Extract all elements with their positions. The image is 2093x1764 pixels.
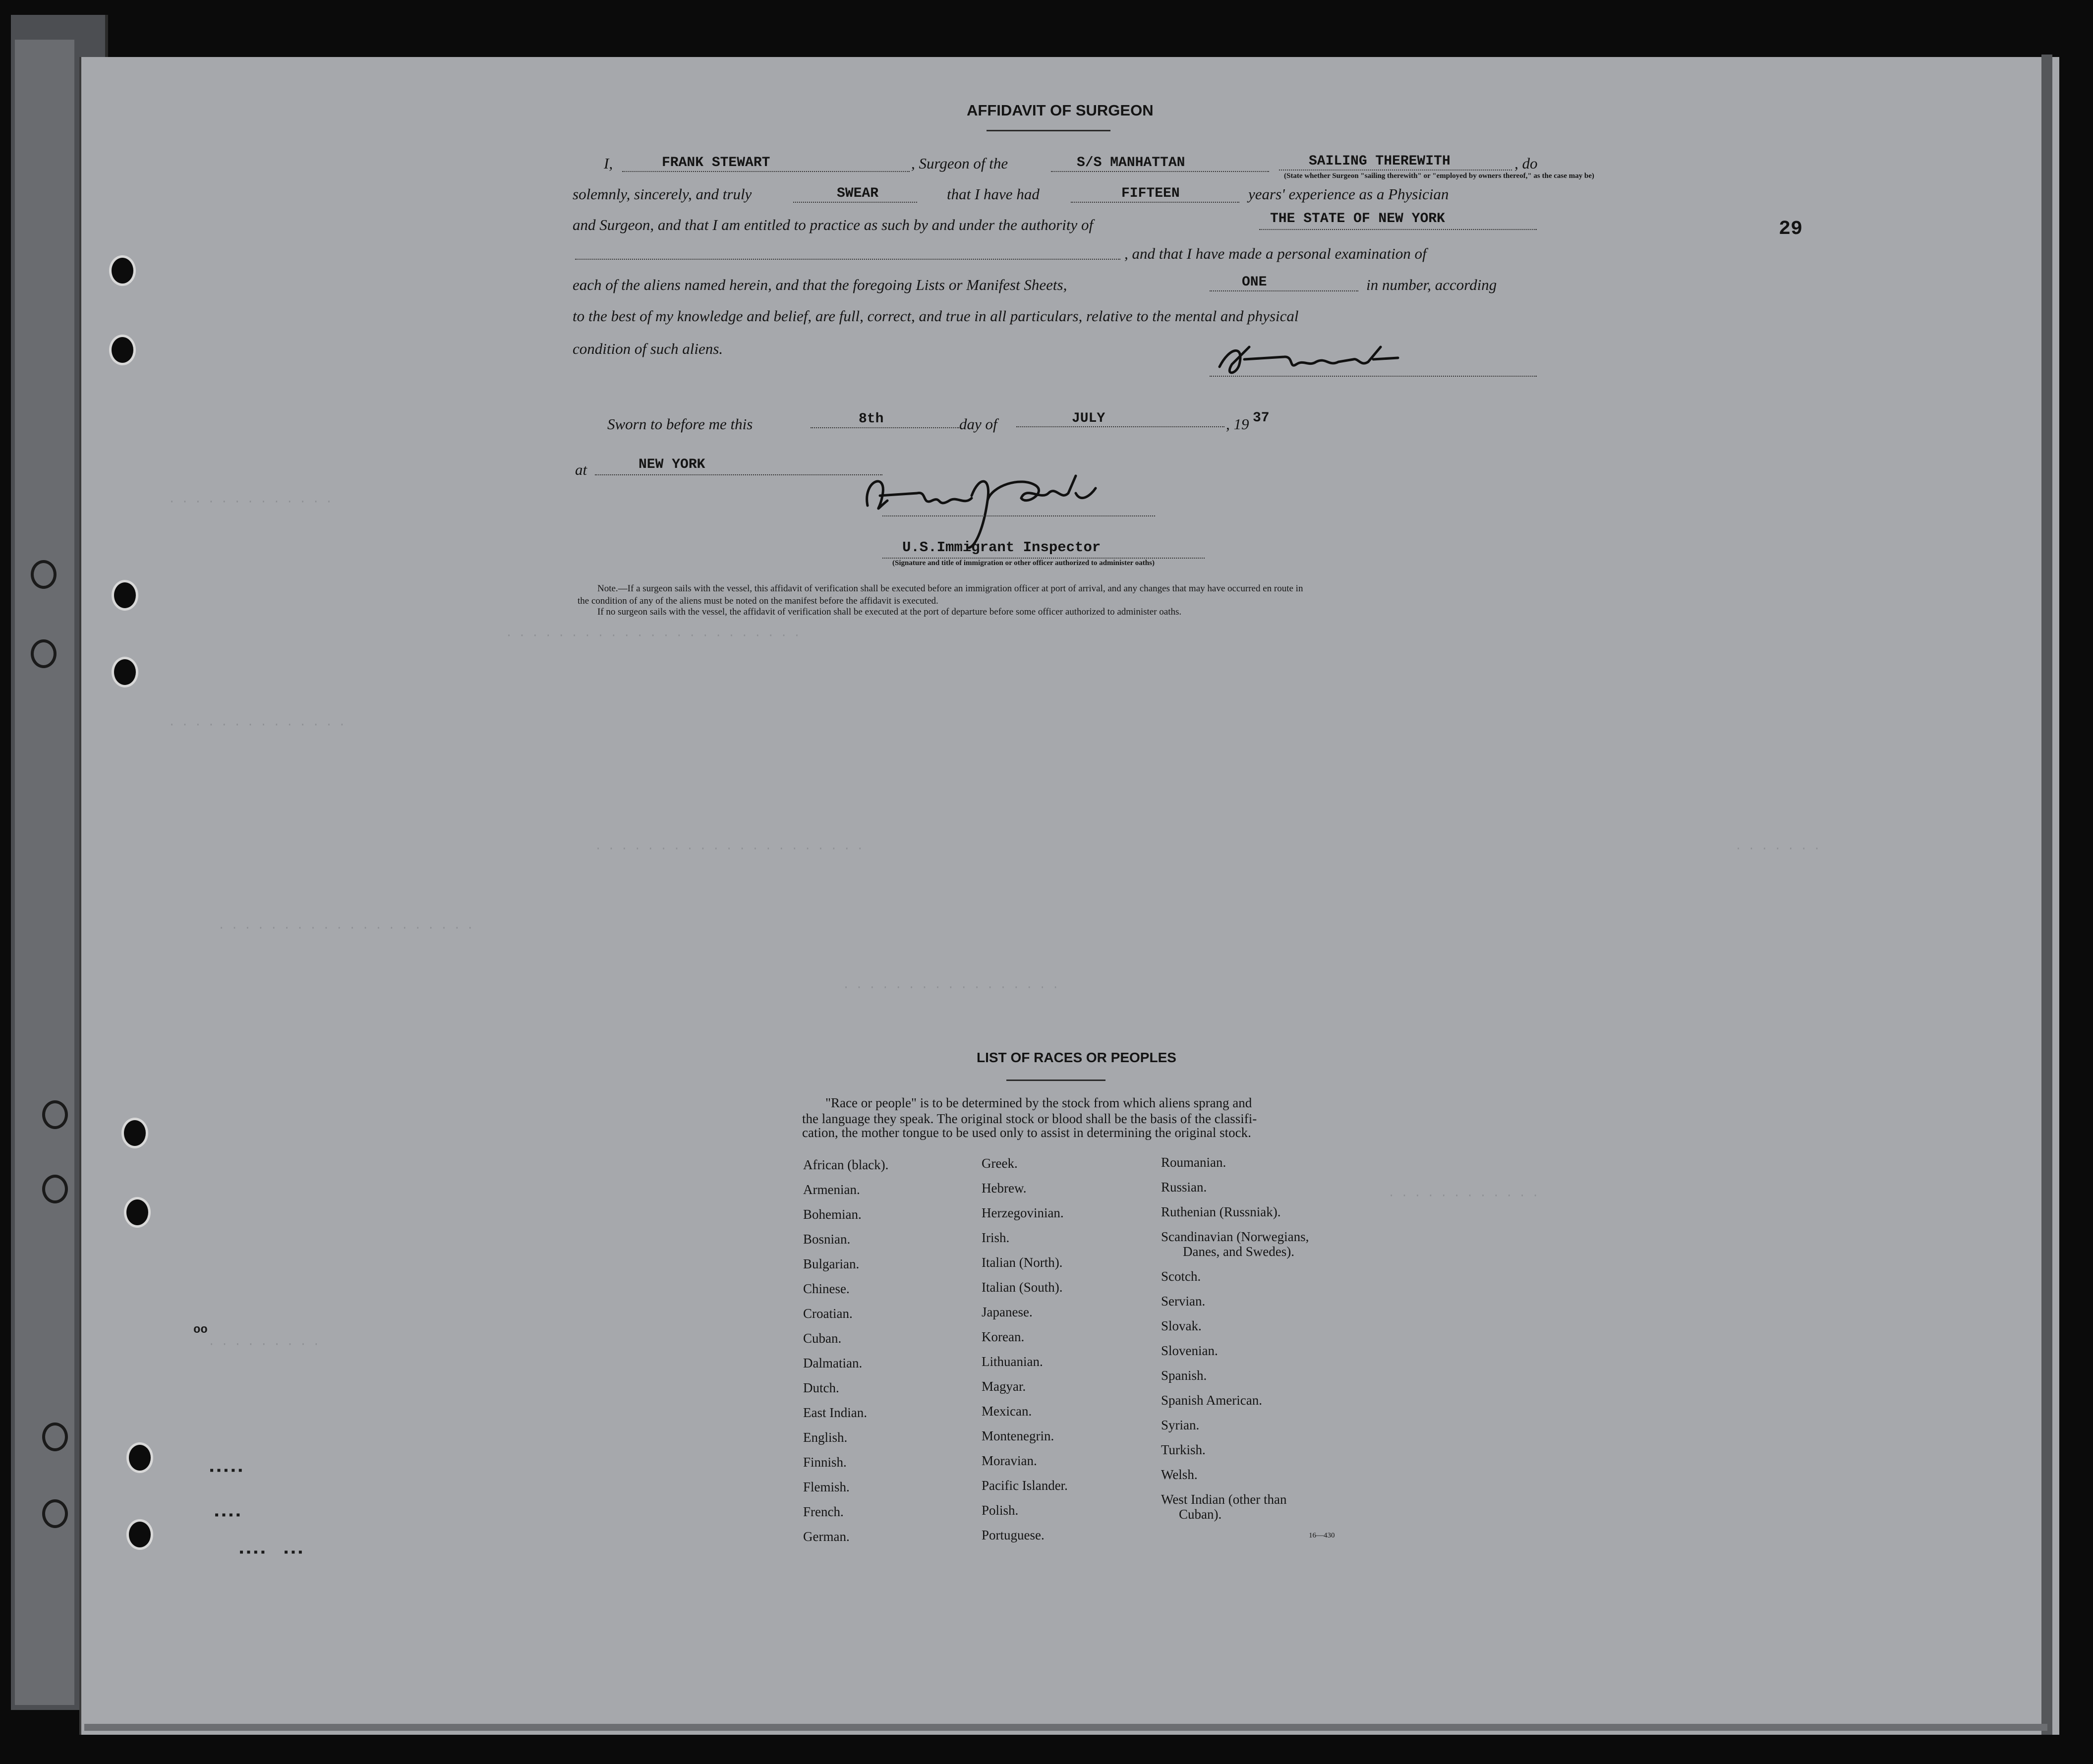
note-line-1: Note.—If a surgeon sails with the vessel, this affidavit of verification shall be executed before an immigration officer at port of arrival, and any changes that may have occurred en route in bbox=[597, 583, 1303, 594]
race-item: Moravian. bbox=[982, 1453, 1037, 1468]
race-item: Slovak. bbox=[1161, 1318, 1202, 1333]
races-column-1 bbox=[803, 1157, 888, 1554]
affidavit-title: AFFIDAVIT OF SURGEON bbox=[967, 102, 1154, 119]
bleed-through-text: · · · · · · · · · · · · · · · · · · · · · · · bbox=[506, 629, 801, 642]
race-item: Bulgarian. bbox=[803, 1256, 860, 1271]
oath-line bbox=[793, 202, 917, 203]
race-item: Portuguese. bbox=[982, 1528, 1045, 1542]
inspector-title-line bbox=[882, 558, 1205, 559]
race-item: Japanese. bbox=[982, 1305, 1033, 1319]
binder-ring bbox=[31, 560, 57, 589]
note-line-3: If no surgeon sails with the vessel, the affidavit of verification shall be executed at the port of departure before some officer authorized to administer oaths. bbox=[597, 607, 1182, 617]
at-prefix: at bbox=[575, 461, 587, 478]
surgeon-signature-line bbox=[1210, 376, 1537, 377]
race-item: Spanish. bbox=[1161, 1368, 1207, 1383]
sworn-prefix: Sworn to before me this bbox=[607, 415, 753, 433]
race-item: Dutch. bbox=[803, 1380, 839, 1395]
binder-ring bbox=[42, 1423, 68, 1451]
binder-ring bbox=[42, 1100, 68, 1129]
races-column-3 bbox=[1161, 1155, 1309, 1532]
race-item: Servian. bbox=[1161, 1294, 1206, 1309]
race-item: Danes, and Swedes). bbox=[1183, 1244, 1294, 1259]
sworn-year-suffix: 37 bbox=[1253, 410, 1270, 426]
surgeon-name: FRANK STEWART bbox=[662, 155, 770, 171]
punch-hole bbox=[126, 1519, 153, 1550]
punch-hole bbox=[126, 1442, 153, 1473]
page-bottom-edge bbox=[84, 1724, 2047, 1731]
race-item: Syrian. bbox=[1161, 1418, 1200, 1432]
race-item: Greek. bbox=[982, 1156, 1018, 1171]
race-item: Scandinavian (Norwegians, bbox=[1161, 1229, 1309, 1244]
line5-prefix: each of the aliens named herein, and that the foregoing Lists or Manifest Sheets, bbox=[573, 276, 1067, 293]
authority-continuation-line bbox=[575, 259, 1120, 260]
punch-hole bbox=[121, 1118, 148, 1148]
bleed-through-text: · · · · · · · · · · · · bbox=[1388, 1190, 1539, 1202]
race-item: Bohemian. bbox=[803, 1207, 862, 1222]
race-item: Bosnian. bbox=[803, 1232, 851, 1247]
race-item: Spanish American. bbox=[1161, 1393, 1262, 1408]
race-item: Scotch. bbox=[1161, 1269, 1201, 1284]
years-line bbox=[1071, 202, 1239, 203]
form-number: 16—430 bbox=[1309, 1532, 1335, 1539]
sworn-place: NEW YORK bbox=[639, 457, 705, 472]
race-item: Italian (North). bbox=[982, 1255, 1063, 1270]
race-item: Korean. bbox=[982, 1329, 1025, 1344]
margin-mark: oo bbox=[193, 1323, 208, 1337]
races-intro-3: cation, the mother tongue to be used only to assist in determining the original stock. bbox=[802, 1125, 1251, 1140]
margin-mark-smudge: ▪▪▪▪ bbox=[238, 1546, 267, 1560]
race-item: Mexican. bbox=[982, 1404, 1032, 1419]
race-item: Magyar. bbox=[982, 1379, 1026, 1394]
bleed-through-text: · · · · · · · · · bbox=[208, 1338, 320, 1351]
line5-end: in number, according bbox=[1366, 276, 1497, 293]
race-item: Chinese. bbox=[803, 1281, 850, 1296]
line6-text: to the best of my knowledge and belief, are full, correct, and true in all particulars, relative to the mental and physical bbox=[573, 307, 1299, 325]
margin-mark-smudge: ▪▪▪ bbox=[283, 1546, 304, 1560]
race-item: Russian. bbox=[1161, 1180, 1207, 1195]
race-item: Turkish. bbox=[1161, 1442, 1206, 1457]
race-item: Finnish. bbox=[803, 1455, 847, 1470]
bleed-through-text: · · · · · · · · · · · · · · · · · bbox=[843, 981, 1059, 994]
bleed-through-text: · · · · · · · · · · · · · bbox=[169, 496, 333, 508]
binder-ring bbox=[42, 1499, 68, 1528]
bleed-through-text: · · · · · · · bbox=[1735, 843, 1820, 855]
line2-prefix: solemnly, sincerely, and truly bbox=[573, 185, 752, 203]
race-item: Dalmatian. bbox=[803, 1356, 863, 1370]
race-item: Flemish. bbox=[803, 1479, 850, 1494]
race-item: Italian (South). bbox=[982, 1280, 1063, 1295]
sworn-day-of: day of bbox=[959, 415, 997, 433]
race-item: Herzegovinian. bbox=[982, 1205, 1064, 1220]
line3-prefix: and Surgeon, and that I am entitled to practice as such by and under the authority of bbox=[573, 216, 1094, 233]
margin-mark-smudge: ▪▪▪▪ bbox=[213, 1509, 242, 1523]
line1-mid: , Surgeon of the bbox=[911, 155, 1008, 172]
race-item: Roumanian. bbox=[1161, 1155, 1226, 1170]
authority-name: THE STATE OF NEW YORK bbox=[1270, 211, 1445, 227]
races-intro-1: "Race or people" is to be determined by the stock from which aliens sprang and bbox=[825, 1095, 1252, 1110]
inspector-signature bbox=[858, 466, 1105, 550]
inspector-title: U.S.Immigrant Inspector bbox=[902, 539, 1101, 556]
race-item: Irish. bbox=[982, 1230, 1010, 1245]
bleed-through-text: · · · · · · · · · · · · · · · · · · · · · bbox=[595, 843, 864, 855]
punch-hole bbox=[109, 335, 136, 365]
race-item: English. bbox=[803, 1430, 848, 1445]
binding-strip bbox=[15, 40, 74, 1705]
vessel-line bbox=[1051, 171, 1269, 172]
line1-prefix: I, bbox=[604, 155, 613, 172]
inspector-signature-line bbox=[882, 515, 1155, 516]
race-item: Hebrew. bbox=[982, 1181, 1027, 1195]
surgeon-signature bbox=[1210, 337, 1418, 387]
page-edge bbox=[2041, 55, 2052, 1735]
race-item: Montenegrin. bbox=[982, 1428, 1054, 1443]
binder-ring bbox=[31, 639, 57, 668]
punch-hole bbox=[112, 580, 138, 611]
race-item: French. bbox=[803, 1504, 844, 1519]
race-item: Armenian. bbox=[803, 1182, 860, 1197]
race-item: African (black). bbox=[803, 1157, 889, 1172]
sheet-count-line bbox=[1210, 290, 1358, 291]
line2-end: years' experience as a Physician bbox=[1248, 185, 1449, 203]
races-intro-2: the language they speak. The original stock or blood shall be the basis of the classifi- bbox=[802, 1111, 1257, 1126]
race-item: Polish. bbox=[982, 1503, 1019, 1518]
races-title: LIST OF RACES OR PEOPLES bbox=[977, 1050, 1176, 1065]
punch-hole bbox=[109, 255, 136, 286]
sworn-day-line bbox=[811, 427, 959, 428]
race-item: Croatian. bbox=[803, 1306, 853, 1321]
race-item: West Indian (other than bbox=[1161, 1492, 1287, 1507]
race-item: Slovenian. bbox=[1161, 1343, 1218, 1358]
punch-hole bbox=[124, 1197, 151, 1228]
title-underline bbox=[987, 130, 1110, 131]
races-column-2 bbox=[982, 1156, 1068, 1552]
binder-ring bbox=[42, 1175, 68, 1203]
race-item: German. bbox=[803, 1529, 850, 1544]
line1-end: , do bbox=[1514, 155, 1538, 172]
sworn-year-prefix: , 19 bbox=[1226, 415, 1249, 433]
sworn-month-line bbox=[1016, 426, 1224, 427]
race-item: Cuban). bbox=[1179, 1507, 1222, 1522]
race-item: Ruthenian (Russniak). bbox=[1161, 1204, 1281, 1219]
line7-text: condition of such aliens. bbox=[573, 340, 723, 357]
sworn-day: 8th bbox=[859, 411, 884, 427]
status-line bbox=[1279, 170, 1512, 171]
status-note: (State whether Surgeon "sailing therewith" or "employed by owners thereof," as the case may be) bbox=[1284, 172, 1594, 180]
races-title-underline bbox=[1006, 1080, 1105, 1081]
bleed-through-text: · · · · · · · · · · · · · · bbox=[169, 719, 346, 731]
punch-hole bbox=[112, 657, 138, 687]
vessel-name: S/S MANHATTAN bbox=[1077, 155, 1185, 171]
sworn-month: JULY bbox=[1072, 411, 1105, 426]
margin-mark-smudge: ▪▪▪▪▪ bbox=[208, 1465, 244, 1478]
surgeon-name-line bbox=[622, 171, 910, 172]
line4-text: , and that I have made a personal examination of bbox=[1124, 245, 1427, 262]
line2-mid: that I have had bbox=[947, 185, 1040, 203]
race-item: Cuban. bbox=[803, 1331, 842, 1346]
sheet-count: ONE bbox=[1242, 275, 1267, 290]
race-item: Pacific Islander. bbox=[982, 1478, 1068, 1493]
note-line-2: the condition of any of the aliens must be noted on the manifest before the affidavit is executed. bbox=[578, 596, 938, 606]
oath-word: SWEAR bbox=[837, 186, 879, 201]
bleed-through-text: · · · · · · · · · · · · · · · · · · · · bbox=[218, 922, 473, 934]
race-item: East Indian. bbox=[803, 1405, 867, 1420]
years-experience: FIFTEEN bbox=[1121, 186, 1180, 201]
race-item: Welsh. bbox=[1161, 1467, 1198, 1482]
page-number: 29 bbox=[1779, 218, 1803, 240]
race-item: Lithuanian. bbox=[982, 1354, 1043, 1369]
place-line bbox=[595, 474, 882, 475]
inspector-note: (Signature and title of immigration or other officer authorized to administer oaths) bbox=[892, 559, 1155, 567]
surgeon-status: SAILING THEREWITH bbox=[1309, 154, 1451, 169]
authority-line bbox=[1259, 229, 1537, 230]
